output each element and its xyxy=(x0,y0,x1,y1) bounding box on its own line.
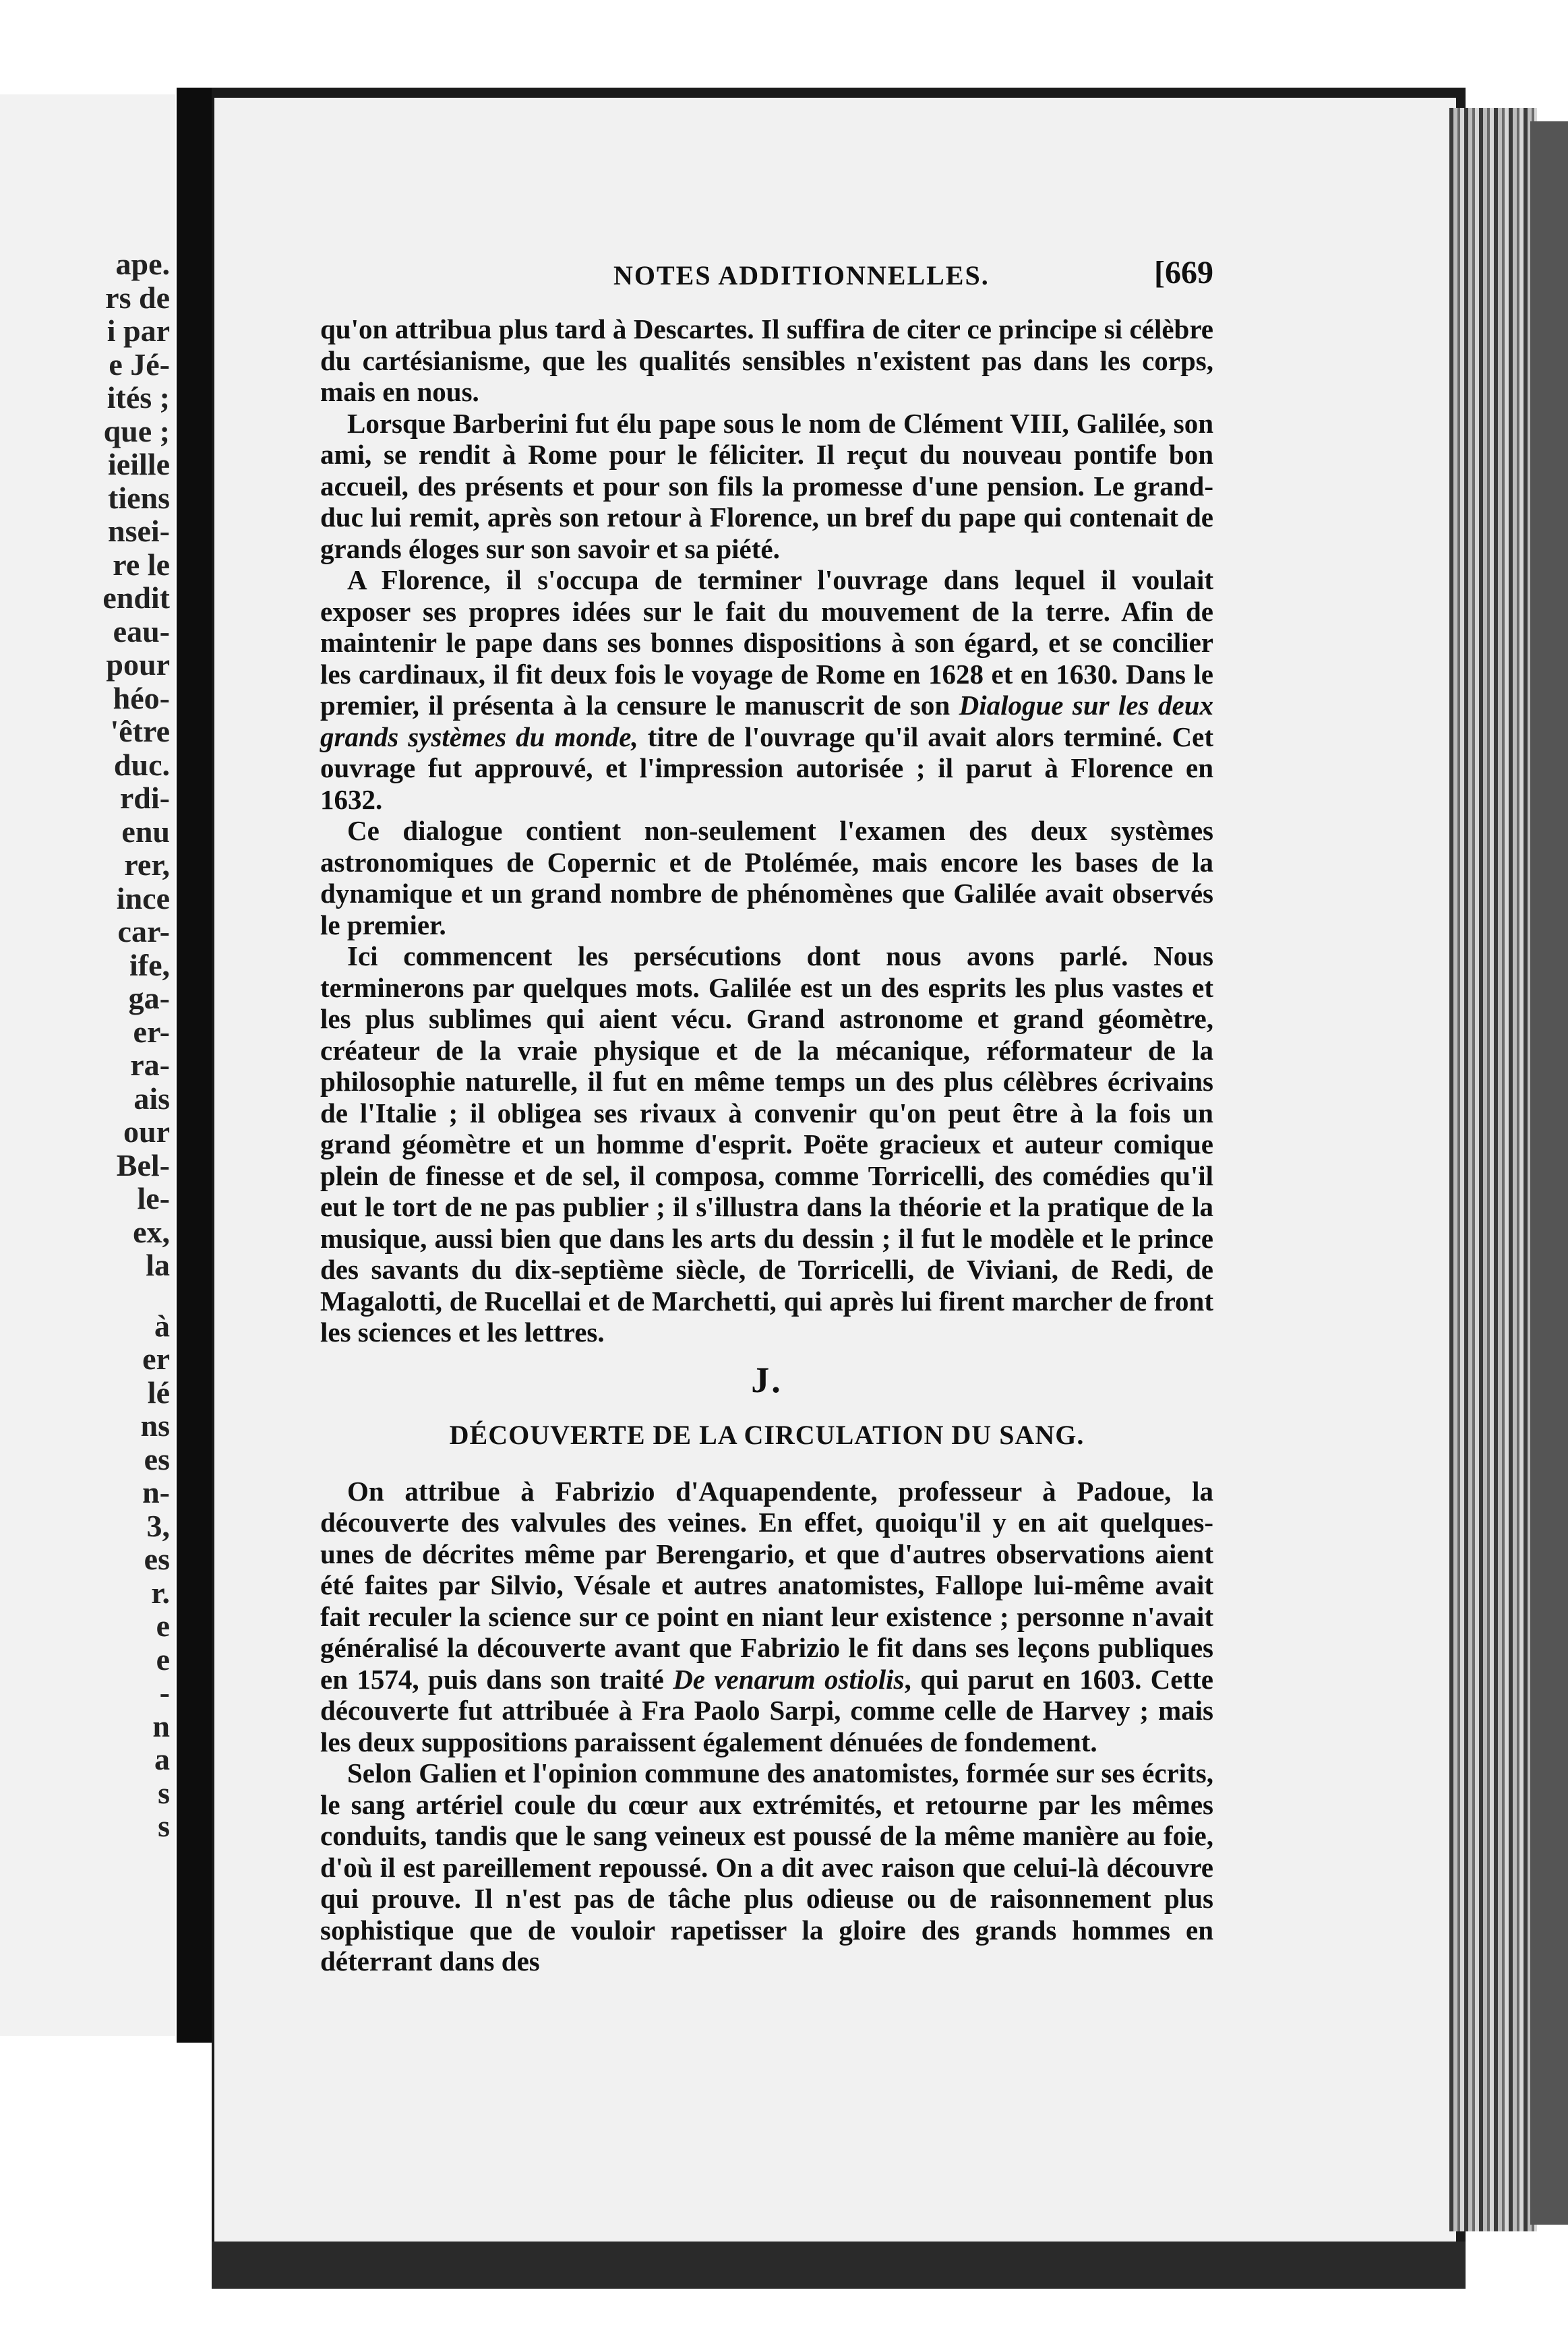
page-number: [669 xyxy=(1154,255,1213,291)
facing-page-fragment: enu xyxy=(121,814,170,849)
facing-page-fragment: eau- xyxy=(113,613,170,649)
paragraph xyxy=(320,1476,1213,1758)
facing-page-fragment: er xyxy=(142,1342,170,1376)
facing-page-fragment: r. xyxy=(151,1575,170,1610)
facing-page-fragment: lé xyxy=(147,1375,170,1410)
previous-page-edge xyxy=(0,94,175,2036)
page-edges xyxy=(1449,108,1537,2231)
facing-page-fragment: s xyxy=(158,1809,170,1843)
facing-page-fragment: tiens xyxy=(108,480,170,515)
book-spine xyxy=(177,88,212,2043)
facing-page-fragment: le- xyxy=(137,1181,170,1215)
facing-page-fragment: i par xyxy=(107,313,170,348)
paragraph-text: A Florence, il s'occupa de terminer l'ouvrage dans lequel il voulait exposer ses propres idées sur le fait du mouvement de la terre. Afin de maintenir le pape dans ses bonnes dispositions à son égard, et se concilier les cardinaux, il fit deux fois le voyage de Rome en 1628 et en 1630. Dans le premier, il présenta à la censure le manuscrit de son xyxy=(320,564,1213,721)
facing-page-fragment: e xyxy=(156,1642,170,1677)
facing-page-fragment: rdi- xyxy=(119,781,170,815)
facing-page-fragment: a xyxy=(154,1742,170,1776)
facing-page-fragment: à xyxy=(154,1308,170,1343)
facing-page-fragment: rs de xyxy=(105,280,170,315)
paragraph: Ici commencent les persécutions dont nous avons parlé. Nous terminerons par quelques mots. Galilée est un des esprits les plus vastes et les plus sublimes qui aient vécu. Grand astronome et grand géomètre, créateur de la vraie physique et de la mécanique, réformateur de la philosophie naturelle, il fut en même temps un des plus célèbres écrivains de l'Italie ; il obligea ses rivaux à convenir qu'on peut être à la fois un grand géomètre et un homme d'esprit. Poëte gracieux et auteur comique plein de finesse et de sel, il composa, comme Torricelli, des comédies qu'il eut le tort de ne pas publier ; il s'illustra dans la théorie et la pratique de la musique, aussi bien que dans les arts du dessin ; il fut le modèle et le prince des savants du dix-septième siècle, de Torricelli, de Viviani, de Redi, de Magalotti, de Rucellai et de Marchetti, qui après lui firent marcher de front les sciences et les lettres. xyxy=(320,940,1213,1348)
paragraph: Lorsque Barberini fut élu pape sous le nom de Clément VIII, Galilée, son ami, se rendit à Rome pour le féliciter. Il reçut du nouveau pontife bon accueil, des présents et pour son fils la promesse d'une pension. Le grand-duc lui remit, après son retour à Florence, un bref du pape qui contenait de grands éloges sur son savoir et sa piété. xyxy=(320,407,1213,564)
facing-page-fragment: que ; xyxy=(103,413,170,448)
facing-page-fragment: our xyxy=(123,1114,170,1149)
facing-page-fragment: pour xyxy=(106,647,170,682)
bottom-shadow xyxy=(212,2242,1466,2289)
facing-page-fragment: car- xyxy=(117,914,170,949)
facing-page-fragment: e xyxy=(156,1608,170,1643)
paragraph: Selon Galien et l'opinion commune des anatomistes, formée sur ses écrits, le sang artériel coule du cœur aux extrémités, et retourne par les mêmes conduits, tandis que le sang veineux est poussé de la même manière au foie, d'où il est pareillement repoussé. On a dit avec raison que celui-là découvre qui prouve. Il n'est pas de tâche plus odieuse ou de raisonnement plus sophistique que de vouloir rapetisser la gloire des grands hommes en déterrant dans des xyxy=(320,1757,1213,1977)
facing-page-fragment: ince xyxy=(116,880,170,915)
paragraph-text: On attribue à Fabrizio d'Aquapendente, professeur à Padoue, la découverte des valvules des veines. En effet, quoiqu'il y en ait quelques-unes de décrites même par Berengario, et que d'autres observations aient été faites par Silvio, Vésale et autres anatomistes, Fallope lui-même avait fait reculer la science sur ce point en niant leur existence ; personne n'avait généralisé la découverte avant que Fabrizio le fit dans ses leçons publiques en 1574, puis dans son traité xyxy=(320,1475,1213,1695)
page-edges-shadow xyxy=(1530,121,1568,2225)
facing-page-fragment: es xyxy=(144,1542,170,1576)
facing-page-fragment: nsei- xyxy=(108,514,170,548)
section-letter: J. xyxy=(751,1359,783,1400)
facing-page-fragment: re le xyxy=(113,547,170,582)
facing-page-fragment: ais xyxy=(133,1081,170,1116)
page-body xyxy=(320,313,1213,1977)
facing-page-fragment: endit xyxy=(102,580,170,615)
facing-page-fragment: ieille xyxy=(108,447,170,481)
facing-page-fragment: ga- xyxy=(128,981,170,1015)
facing-page-fragment: - xyxy=(159,1675,170,1710)
facing-page-fragment: ns xyxy=(140,1408,170,1443)
facing-page-fragment: ife, xyxy=(129,947,170,982)
book-title: Dialogue sur les deux grands systèmes du monde, xyxy=(320,690,1213,752)
facing-page-fragment: s xyxy=(158,1775,170,1810)
facing-page-fragment: n xyxy=(152,1708,170,1743)
facing-page-fragment: Bel- xyxy=(116,1147,170,1182)
facing-page-fragment: ités ; xyxy=(107,380,170,415)
paragraph: qu'on attribua plus tard à Descartes. Il suffira de citer ce principe si célèbre du cartésianisme, que les qualités sensibles n'existent pas dans les corps, mais en nous. xyxy=(320,313,1213,407)
section-title: DÉCOUVERTE DE LA CIRCULATION DU SANG. xyxy=(449,1420,1085,1450)
running-head xyxy=(317,255,1213,300)
facing-page-fragment: duc. xyxy=(113,747,170,782)
facing-page-fragment: ra- xyxy=(130,1048,170,1082)
facing-page-fragment: la xyxy=(146,1248,170,1282)
facing-page-fragment: ape. xyxy=(115,247,170,281)
facing-page-fragment: er- xyxy=(133,1014,170,1049)
facing-page-fragment: ex, xyxy=(133,1214,170,1249)
paragraph: Ce dialogue contient non-seulement l'examen des deux systèmes astronomiques de Copernic et de Ptolémée, mais encore les bases de la dynamique et un grand nombre de phénomènes que Galilée avait observés le premier. xyxy=(320,815,1213,940)
facing-page-fragment: héo- xyxy=(113,680,170,715)
facing-page-fragment: e Jé- xyxy=(109,347,170,382)
book-title: De venarum ostiolis xyxy=(673,1663,905,1695)
paragraph xyxy=(320,564,1213,815)
paragraph-text: titre de l'ouvrage qu'il avait alors terminé. Cet ouvrage fut approuvé, et l'impression autorisée ; il parut à Florence en 1632. xyxy=(320,721,1213,815)
facing-page-fragment: 'être xyxy=(110,714,170,748)
paragraph-text: , qui parut en 1603. Cette découverte fut attribuée à Fra Paolo Sarpi, comme celle de Harvey ; mais les deux suppositions paraissent également dénuées de fondement. xyxy=(320,1663,1213,1757)
facing-page-fragment: rer, xyxy=(124,847,170,882)
running-title: NOTES ADDITIONNELLES. xyxy=(613,260,990,291)
facing-page-fragment: n- xyxy=(142,1475,170,1509)
facing-page-fragment: es xyxy=(144,1441,170,1476)
facing-page-fragment: 3, xyxy=(146,1508,170,1543)
